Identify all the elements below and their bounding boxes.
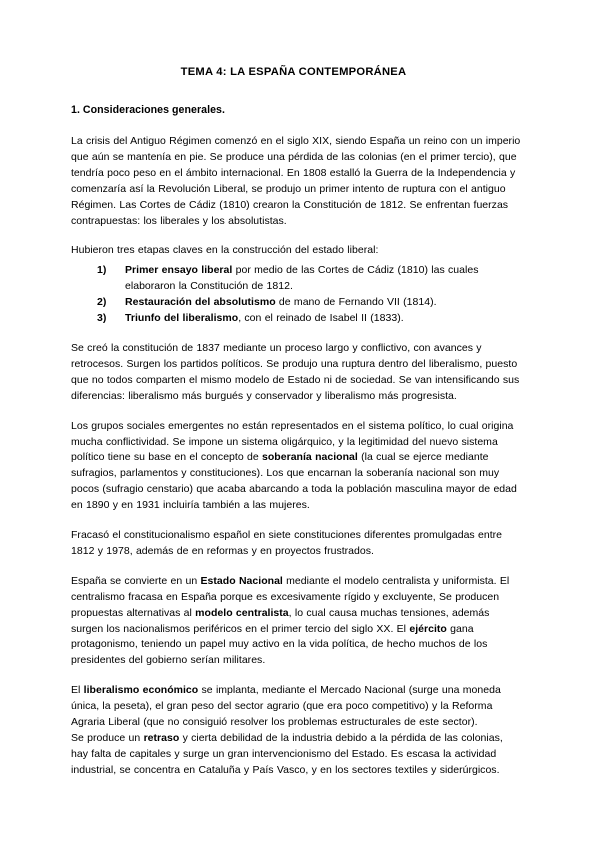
section-heading: 1. Consideraciones generales. bbox=[71, 104, 225, 116]
list-item-term: Primer ensayo liberal bbox=[125, 264, 233, 277]
term-retraso: retraso bbox=[143, 732, 180, 744]
list-item-text: por medio de las Cortes de Cádiz (1810) las cuales elaboraron la Constitución de 1812. bbox=[125, 264, 479, 293]
list-item bbox=[97, 295, 522, 311]
paragraph-estado-nacional bbox=[71, 574, 522, 669]
paragraph-grupos-sociales bbox=[71, 419, 522, 514]
paragraph-text-part: (la cual se ejerce mediante sufragios, parlamentos y constituciones). Los que encarnan la soberanía nacional son muy pocos (sufragio censtario) que acaba abarcando a toda la población masculina mayor de edad en 1890 y en 1931 incluiría también a las mujeres. bbox=[71, 451, 517, 512]
page-title: TEMA 4: LA ESPAÑA CONTEMPORÁNEA bbox=[180, 66, 407, 78]
paragraph-text-part: y cierta debilidad de la industria debido a la pérdida de las colonias, hay falta de capitales y surge un gran intervencionismo del Estado. Es escasa la actividad industrial, se concentra en Cataluña y País Vasco, y en los sectores textiles y siderúrgicos. bbox=[71, 732, 503, 776]
paragraph-etapas-intro: Hubieron tres etapas claves en la construcción del estado liberal: bbox=[71, 244, 379, 257]
list-item-term: Triunfo del liberalismo bbox=[125, 312, 239, 325]
paragraph-text-part: mediante el modelo centralista y uniformista. El centralismo fracasa en España porque es excesivamente rígido y excluyente, Se producen propuestas alternativas al bbox=[71, 574, 510, 619]
list-item-text: , con el reinado de Isabel II (1833). bbox=[238, 312, 404, 325]
etapas-list bbox=[71, 263, 522, 327]
paragraph-crisis-antiguo-regimen: La crisis del Antiguo Régimen comenzó en el siglo XIX, siendo España un reino con un imperio que aún se mantenía en pie. Se produce una pérdida de las colonias (en el primer tercio), que tendría poco peso en el ámbito internacional. En 1808 estalló la Guerra de la Independencia y comenzaría así la Revolución Liberal, se produjo un primer intento de ruptura con el antiguo Régimen. Las Cortes de Cádiz (1810) crearon la Constitución de 1812. Se enfrentan fuerzas contrapuestas: los liberales y los absolutistas. bbox=[71, 135, 521, 227]
term-liberalismo-economico: liberalismo económico bbox=[83, 684, 199, 697]
paragraph-text-part: , lo cual causa muchas tensiones, además surgen los nacionalismos periféricos en el primer tercio del siglo XX. El bbox=[71, 606, 490, 635]
term-modelo-centralista: modelo centralista bbox=[195, 606, 289, 619]
paragraph-text-part: El bbox=[71, 684, 84, 697]
term-soberania-nacional: soberanía nacional bbox=[262, 451, 358, 464]
paragraph-constitucionalismo: Fracasó el constitucionalismo español en siete constituciones diferentes promulgadas entre 1812 y 1978, además de en reformas y en proyectos frustrados. bbox=[71, 529, 503, 557]
paragraph-constitucion-1837: Se creó la constitución de 1837 mediante un proceso largo y conflictivo, con avances y retrocesos. Surgen los partidos políticos. Se produjo una ruptura dentro del liberalismo, puesto que no todos comparten el mismo modelo de Estado ni de sociedad. Se van intensificando sus diferencias: liberalismo más burgués y conservador y liberalismo más progresista. bbox=[71, 341, 520, 402]
term-estado-nacional: Estado Nacional bbox=[200, 574, 283, 587]
paragraph-text-part: Los grupos sociales emergentes no están representados en el sistema político, lo cual origina mucha conflictividad. Se impone un sistema oligárquico, y la legitimidad del nuevo sistema político tiene su base en el concepto de bbox=[71, 419, 514, 464]
list-item-term: Restauración del absolutismo bbox=[125, 296, 276, 309]
paragraph-text-part: Se produce un bbox=[71, 732, 144, 744]
paragraph-text-part: gana protagonismo, teniendo un papel muy activo en la vida política, de hecho muchos de los presidentes del gobierno serían militares. bbox=[71, 622, 488, 667]
paragraph-text-part: España se convierte en un bbox=[71, 574, 201, 587]
term-ejercito: ejército bbox=[409, 622, 447, 635]
list-item bbox=[97, 263, 522, 295]
list-item bbox=[97, 311, 522, 327]
paragraph-liberalismo-economico bbox=[71, 683, 522, 778]
paragraph-text-part: se implanta, mediante el Mercado Nacional (surge una moneda única, la peseta), el gran peso del sector agrario (que era poco competitivo) y la Reforma Agraria Liberal (que no consiguió resolver los problemas estructurales de este sector). bbox=[71, 684, 501, 729]
list-item-text: de mano de Fernando VII (1814). bbox=[275, 296, 437, 309]
